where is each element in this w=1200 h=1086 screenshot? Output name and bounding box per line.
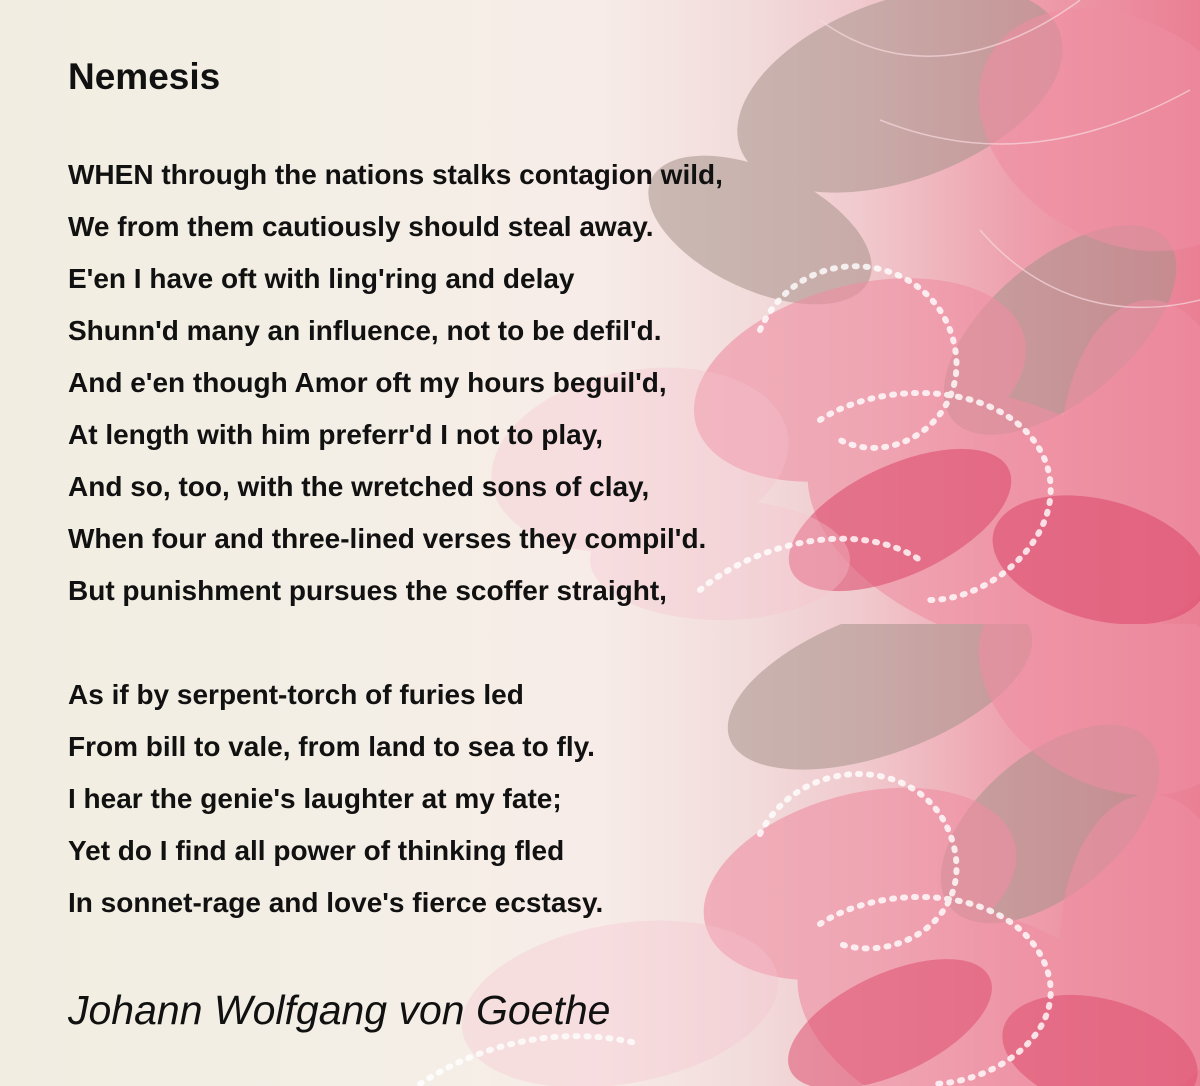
poem-line: We from them cautiously should steal away.: [68, 211, 654, 242]
poem-line: And e'en though Amor oft my hours beguil'd,: [68, 367, 667, 398]
poem-line: Yet do I find all power of thinking fled: [68, 835, 565, 866]
poem-line: Shunn'd many an influence, not to be defil'd.: [68, 315, 662, 346]
poem-line: WHEN through the nations stalks contagion wild,: [68, 159, 723, 190]
poem-line: In sonnet-rage and love's fierce ecstasy.: [68, 887, 604, 918]
poem-line: From bill to vale, from land to sea to fly.: [68, 731, 595, 762]
poem-author: Johann Wolfgang von Goethe: [68, 987, 611, 1033]
poem-line: At length with him preferr'd I not to play,: [68, 419, 604, 450]
poem-line: But punishment pursues the scoffer straight,: [68, 575, 667, 606]
poem-line: I hear the genie's laughter at my fate;: [68, 783, 562, 814]
stanza-2: [68, 669, 603, 929]
poem-title: Nemesis: [68, 56, 221, 97]
poem-line: E'en I have oft with ling'ring and delay: [68, 263, 575, 294]
poem-line: When four and three-lined verses they compil'd.: [68, 523, 707, 554]
poem-line: As if by serpent-torch of furies led: [68, 679, 524, 710]
poem-line: And so, too, with the wretched sons of clay,: [68, 471, 650, 502]
stanza-1: [68, 149, 723, 617]
